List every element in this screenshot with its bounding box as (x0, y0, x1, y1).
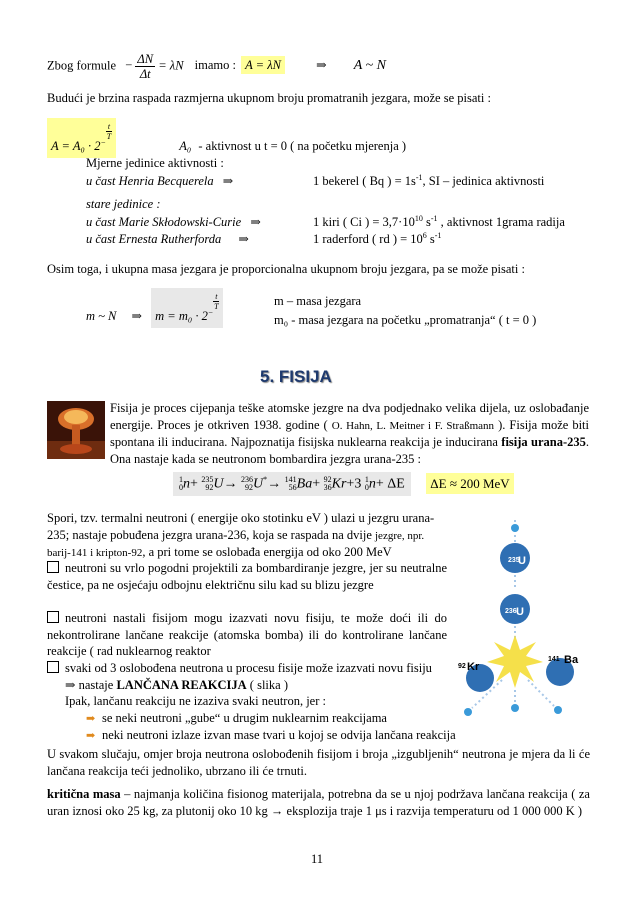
mass-formula-line: m ~ N ⇒ $m = m_0 \cdot 2^{- \frac{t}{T}}$ (86, 288, 223, 328)
section-title: 5. FISIJA (260, 367, 332, 386)
label-u236: U (516, 606, 524, 618)
label-u235-mass: 235 (508, 557, 520, 564)
implies-arrow: ⇒ (316, 58, 327, 73)
spori-paragraph: Spori, tzv. termalni neutroni ( energije oko stotinku eV ) ulazi u jezgru urana-235; nastaje pobuđena jezgra urana-236, koja se raspada na dvije jezgre, npr. barij-141 i kripton-92, a pri tome se oslobađa energija od oko 200 MeV (47, 511, 435, 559)
energy-release: ΔE ≈ 200 MeV (426, 473, 513, 494)
page-number: 11 (311, 852, 324, 866)
a0-description: - aktivnost u t = 0 ( na početku mjerenja ) (198, 139, 407, 154)
activity-formula-line (47, 118, 406, 158)
rutherford-right: 1 raderford ( rd ) = $10^6$ $s^{-1}$ (313, 231, 442, 247)
mushroom-cloud-image (47, 401, 105, 459)
mass-desc-1: m – masa jezgara (274, 294, 362, 308)
curie-left: u čast Marie Skłodowski-Curie ⇒ (86, 215, 261, 229)
activity-formula: $A = A_0 \cdot 2^{- \frac{t}{T}}$ (47, 118, 116, 158)
bullet-1: neutroni su vrlo pogodni projektili za bombardiranje jezgre, jer su neutralne čestice, pa ne osjećaju odbojnu električnu silu kad su blizu jezgre (47, 561, 447, 592)
fisija-intro: Fisija je proces cijepanja teške atomske jezgre na dva podjednako velika dijela, uz oslobađanje energije. Proces je otkriven 1938. godine ( O. Hahn, L. Meitner i F. Straßmann ). Fisija može biti spontana ili inducirana. Najpoznatija fisijska nuklearna reakcija je inducirana fisija urana-235. Ona nastaje kada se neutronom bombardira jezgra urana-235 : (110, 401, 590, 466)
label-u235: U (518, 555, 526, 567)
delta-fraction: $\frac{\Delta N}{\Delta t}$ (137, 52, 154, 81)
becquerel-right: 1 bekerel ( Bq ) = $1s^{-1}$, SI – jedinica aktivnosti (313, 173, 545, 189)
label-ba: Ba (564, 654, 579, 666)
label-ba-mass: 141 (548, 656, 560, 663)
ipak-heading: Ipak, lančanu reakciju ne izaziva svaki neutron, jer : (65, 694, 326, 708)
arrow-bullet-icon: ➡ (86, 730, 96, 742)
kriticna-masa-paragraph: kritična masa – najmanja količina fisionog materijala, potrebna da se u njoj podržava lančana reakcija ( za uran iznosi oko 25 kg, za plutonij oko 10 kg → eksplozija traje 1 μs i razvija temperaturu od 1 000 000 K ) (47, 787, 590, 818)
becquerel-left: u čast Henria Becquerela ⇒ (86, 174, 234, 188)
mass-intro: Osim toga, i ukupna masa jezgara je proporcionalna ukupnom broju jezgara, pa se može pisati : (47, 262, 525, 276)
rutherford-left: u čast Ernesta Rutherforda ⇒ (86, 232, 249, 246)
curie-right: 1 kiri ( Ci ) = $3,7\cdot 10^{10}$ $s^{-1}$ , aktivnost 1grama radija (313, 214, 565, 230)
mass-desc-2: m₀ - masa jezgara na početku „promatranja“ ( t = 0 ) (274, 313, 537, 327)
u-svakom-paragraph: U svakom slučaju, omjer broja neutrona oslobođenih fisijom i broja „izgubljenih“ neutrona je mjera da li će lančana reakcija teći jednoliko, ubrzano ili će trnuti. (47, 747, 590, 778)
formula-tail: = λN (158, 58, 184, 73)
mass-formula: $m = m_0 \cdot 2^{- \frac{t}{T}}$ (151, 288, 223, 328)
checkbox-bullet-icon (47, 561, 59, 573)
a0-symbol: A₀ (179, 139, 192, 154)
units-heading: Mjerne jedinice aktivnosti : (86, 156, 224, 170)
checkbox-bullet-icon (47, 661, 59, 673)
formula-prefix: Zbog formule (47, 58, 117, 73)
chain-reaction-diagram (448, 520, 598, 720)
ipak-sub-2: ➡ neki neutroni izlaze izvan mase tvari u kojoj se odvija lančana reakcija (86, 728, 456, 742)
decay-rate-sentence: Budući je brzina raspada razmjerna ukupnom broju promatranih jezgara, može se pisati : (47, 91, 491, 105)
proportional-formula: A ~ N (353, 58, 386, 74)
label-kr-mass: 92 (458, 663, 466, 670)
reaction-equation: 1 0n+ 235 92U→ 236 92U*→ 141 56Ba+ 92 36Kr+3 1 0n+ ΔE (173, 472, 411, 496)
ipak-sub-1: ➡ se neki neutroni „gube“ u drugim nuklearnim reakcijama (86, 711, 387, 725)
imamo-label: imamo : (194, 58, 236, 73)
arrow-bullet-icon: ➡ (86, 713, 96, 725)
fission-reaction (173, 472, 514, 496)
label-kr: Kr (467, 661, 480, 673)
old-units-heading: stare jedinice : (86, 197, 161, 211)
formula-line-1: Zbog formule − $\frac{\Delta N}{\Delta t}$ = λN imamo : A = λN ⇒ A ~ N (47, 52, 386, 81)
label-u236-mass: 236 (505, 608, 517, 615)
checkbox-bullet-icon (47, 611, 59, 623)
bullet-3: svaki od 3 oslobođena neutrona u procesu fisije može izazvati novu fisiju ⇒ nastaje LANČANA REAKCIJA ( slika ) (47, 660, 457, 693)
highlighted-formula: A = λN (241, 56, 285, 74)
bullet-2: neutroni nastali fisijom mogu izazvati novu fisiju, te može doći ili do nekontrolirane lančane reakcije (atomska bomba) ili do kontrolirane lančane reakcije ( rad nuklearnog reaktor (47, 611, 447, 658)
